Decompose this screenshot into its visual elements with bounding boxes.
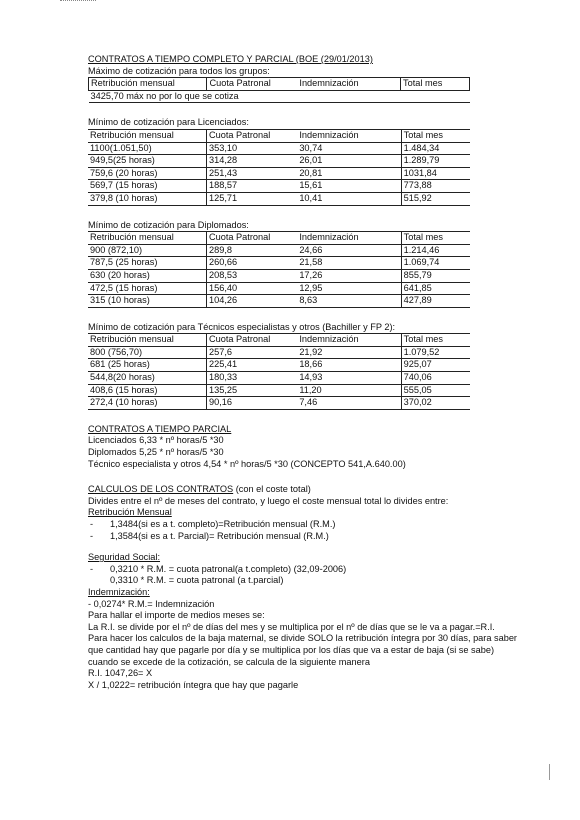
licenciados-table [88,129,470,206]
diplomados-heading: Mínimo de cotización para Diplomados: [88,219,249,230]
cell: 125,71 [206,192,297,205]
cell: 740,06 [401,372,470,385]
cell: 408,6 (15 horas) [88,384,206,397]
cell: 18,66 [297,359,401,372]
cell: 773,88 [401,180,470,193]
table-row [88,192,470,205]
table-row [89,90,470,103]
text-line: X / 1,0222= retribución íntegra que hay que pagarle [88,679,299,690]
table-row [88,142,470,155]
calculos-heading-line [88,484,478,496]
cell: 949,5(25 horas) [88,155,206,168]
cell: 20,81 [297,167,401,180]
page-title: CONTRATOS A TIEMPO COMPLETO Y PARCIAL (BOE (29/01/2013) [88,54,373,64]
cell: 515,92 [401,192,470,205]
cell: 641,85 [401,282,470,295]
cell: 555,05 [401,384,470,397]
text-line: R.I. 1047,26= X [88,668,153,679]
cell: 1.069,74 [401,257,470,270]
calculos-heading-note: (con el coste total) [235,484,311,495]
list-item: - 0,3210 * R.M. = cuota patronal(a t.completo) (32,09-2006) [90,563,347,574]
col-retribucion: Retribución mensual [88,232,206,245]
col-total: Total mes [401,129,470,142]
cell: 30,74 [297,142,401,155]
list-item-text: 1,3584(si es a t. Parcial)= Retribución mensual (R.M.) [110,530,329,541]
cell: 104,26 [206,295,297,308]
cell: 289,8 [206,244,297,257]
max-heading: Máximo de cotización para todos los grupos: [88,65,270,76]
table-row [88,180,470,193]
text-line: Para hacer los calculos de la baja maternal, se divide SOLO la retribución íntegra por 30 días, para saber [88,633,517,644]
col-total: Total mes [401,78,470,91]
table-row [88,372,470,385]
col-retribucion: Retribución mensual [88,334,206,347]
text-line: que cantidad hay que pagarle por día y se multiplica por los días que va a estar de baja (si se sabe) [88,644,495,655]
scan-corner-mark [60,0,96,5]
table-header-row [88,129,470,142]
col-total: Total mes [401,232,470,245]
cell: 1100(1.051,50) [88,142,206,155]
text-line: La R.I. se divide por el nº de días del mes y se multiplica por el nº de días que se le va a pagar.=R.I. [88,621,495,632]
cell: 135,25 [206,384,297,397]
cell: 900 (872,10) [88,244,206,257]
cell: 759,6 (20 horas) [88,167,206,180]
col-indemnizacion: Indemnización [297,232,401,245]
table-row [88,257,470,270]
retribucion-label: Retribución Mensual [88,507,172,518]
list-item-text: 0,3210 * R.M. = cuota patronal(a t.completo) (32,09-2006) [110,563,347,574]
cell: 379,8 (10 horas) [88,192,206,205]
table-row [88,244,470,257]
col-cuota: Cuota Patronal [206,129,297,142]
col-retribucion: Retribución mensual [88,129,206,142]
scan-margin-mark [549,764,550,780]
seguridad-social-label: Seguridad Social: [88,552,161,563]
cell: 156,40 [206,282,297,295]
parcial-line: Diplomados 5,25 * nº horas/5 *30 [88,447,224,458]
col-indemnizacion: Indemnización [297,334,401,347]
cell: 180,33 [206,372,297,385]
cell: 225,41 [206,359,297,372]
cell: 8,63 [297,295,401,308]
cell: 90,16 [206,397,297,410]
cell: 17,26 [297,269,401,282]
cell: 188,57 [206,180,297,193]
cell: 21,92 [297,346,401,359]
text-line: Para hallar el importe de medios meses se: [88,610,265,621]
cell: 257,6 [206,346,297,359]
cell: 370,02 [401,397,470,410]
table-header-row [88,232,470,245]
cell: 208,53 [206,269,297,282]
calculos-heading: CALCULOS DE LOS CONTRATOS [88,484,234,495]
cell: 353,10 [206,142,297,155]
cell: 800 (756,70) [88,346,206,359]
cell: 925,07 [401,359,470,372]
cell: 11,20 [297,384,401,397]
col-cuota: Cuota Patronal [206,232,297,245]
col-retribucion: Retribución mensual [89,78,207,91]
table-row [88,346,470,359]
cell: 272,4 (10 horas) [88,397,206,410]
parcial-heading: CONTRATOS A TIEMPO PARCIAL [88,423,232,434]
ss-extra-line: 0,3310 * R.M. = cuota patronal (a t.parcial) [110,575,284,586]
cell: 630 (20 horas) [88,269,206,282]
licenciados-heading: Mínimo de cotización para Licenciados: [88,117,249,128]
cell: 472,5 (15 horas) [88,282,206,295]
text-line: cuando se excede de la cotización, se calcula de la siguiente manera [88,656,370,667]
table-row [88,155,470,168]
cell: 26,01 [297,155,401,168]
col-cuota: Cuota Patronal [206,334,297,347]
col-cuota: Cuota Patronal [207,78,297,91]
cell: 1.289,79 [401,155,470,168]
cell: 855,79 [401,269,470,282]
col-total: Total mes [401,334,470,347]
list-item: - 1,3484(si es a t. completo)=Retribución mensual (R.M.) [90,519,336,529]
indemnizacion-label: Indemnización: [88,586,150,597]
document-page [88,54,517,691]
table-row [88,282,470,295]
cell: 427,89 [401,295,470,308]
cell: 21,58 [297,257,401,270]
cell: 569,7 (15 horas) [88,180,206,193]
cell: 7,46 [297,397,401,410]
indemnizacion-line: - 0,0274* R.M.= Indemnización [88,598,215,609]
cell: 544,8(20 horas) [88,372,206,385]
cell: 24,66 [297,244,401,257]
calculos-intro: Divides entre el nº de meses del contrato, y luego el coste mensual total lo divides entre: [88,495,449,506]
cell: 1031,84 [401,167,470,180]
parcial-line: Técnico especialista y otros 4,54 * nº horas/5 *30 (CONCEPTO 541,A.640.00) [88,458,406,469]
table-row [88,295,470,308]
max-row-text: 3425,70 máx no por lo que se cotiza [89,90,470,103]
cell: 1.079,52 [401,346,470,359]
cell: 10,41 [297,192,401,205]
table-header-row [89,78,470,91]
diplomados-table [88,231,470,308]
table-row [88,359,470,372]
cell: 1.484,34 [401,142,470,155]
cell: 314,28 [206,155,297,168]
parcial-line: Licenciados 6,33 * nº horas/5 *30 [88,435,224,446]
cell: 251,43 [206,167,297,180]
col-indemnizacion: Indemnización [297,129,401,142]
cell: 315 (10 horas) [88,295,206,308]
table-row [88,269,470,282]
list-item: - 1,3584(si es a t. Parcial)= Retribución mensual (R.M.) [90,530,329,541]
cell: 14,93 [297,372,401,385]
cell: 12,95 [297,282,401,295]
cell: 260,66 [206,257,297,270]
table-header-row [88,334,470,347]
tecnicos-heading: Mínimo de cotización para Técnicos especialistas y otros (Bachiller y FP 2): [88,321,396,332]
table-row [88,397,470,410]
tecnicos-table [88,333,470,410]
list-item-text: 1,3484(si es a t. completo)=Retribución mensual (R.M.) [110,519,336,529]
cell: 681 (25 horas) [88,359,206,372]
cell: 15,61 [297,180,401,193]
col-indemnizacion: Indemnización [297,78,400,91]
table-row [88,167,470,180]
max-table [88,77,470,103]
cell: 1.214,46 [401,244,470,257]
cell: 787,5 (25 horas) [88,257,206,270]
table-row [88,384,470,397]
